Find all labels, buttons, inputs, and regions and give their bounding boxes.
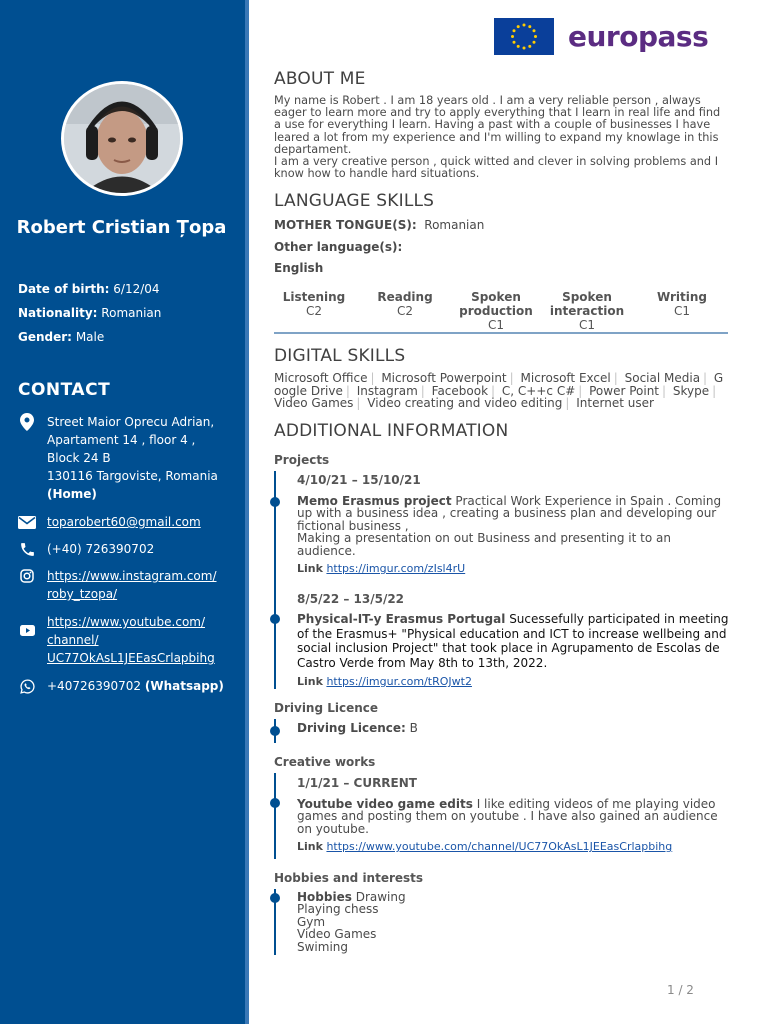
entry-date: 4/10/21 – 15/10/21 [297,473,421,487]
profile-photo [61,81,183,196]
entry-date: 8/5/22 – 13/5/22 [297,592,405,606]
envelope-icon [18,513,36,531]
timeline-line [274,773,276,859]
link-label: Link [297,562,323,576]
entry-title: Youtube video game edits [297,797,473,811]
birth-value: 6/12/04 [113,282,160,296]
lang-col-value: C2 [396,304,413,318]
address-line: Block 24 B [47,451,111,465]
language-name [274,261,323,275]
lang-col-header: Spoken interaction [549,290,625,318]
nationality-label: Nationality: [18,306,98,320]
lang-col-spoken-interaction [546,290,628,332]
skill-item: C, C++c C# [501,383,576,398]
youtube-link-line: UC77OkAsL1JEEasCrlapbihg [47,651,215,665]
timeline-dot [270,497,280,507]
skill-item: Internet user [576,396,654,410]
email [47,513,237,531]
youtube-link-line: https://www.youtube.com/ [47,615,206,629]
instagram-icon [18,567,36,585]
avatar-image [64,84,180,193]
hobbies-label: Hobbies and interests [274,871,424,885]
project-entry-1 [297,473,729,575]
whatsapp [47,677,237,695]
lang-col-listening [274,290,354,318]
digital-title: DIGITAL SKILLS [274,346,406,366]
skill-item: Microsoft Excel [520,371,611,385]
hobby-item: Gym [297,914,326,929]
mother-tongue-label: MOTHER TONGUE(S): [274,218,417,232]
skill-item: Instagram [356,383,418,398]
lang-col-header: Writing [656,290,708,304]
about-paragraph: I am a very creative person , quick witted and clever in solving problems and I know how to handle hard situations. [274,155,719,181]
skill-item: Microsoft Office [274,371,368,385]
hobby-item: Video Games [297,927,377,942]
address-line: Street Maior Oprecu Adrian, [47,415,215,429]
lang-col-header: Spoken production [459,290,533,318]
date-of-birth [18,281,160,297]
entry-body [297,495,729,557]
whatsapp-icon [18,677,36,695]
hobbies-entry [297,891,729,953]
lang-col-value: C1 [487,318,504,332]
hobby-item: Playing chess [297,902,379,917]
entry-text: I like editing videos of me playing video games and posting them on youtube . I have also gained an audience on youtube. [297,797,718,836]
lang-col-reading [365,290,445,318]
lang-col-value: C1 [673,304,690,318]
page-number: 1 / 2 [667,983,694,997]
creative-label: Creative works [274,755,376,769]
youtube-link[interactable] [47,615,215,665]
entry-title: Physical-IT-y Erasmus Portugal [297,612,506,626]
europass-logo [494,18,708,55]
sidebar [0,0,245,1024]
eu-flag-icon [494,18,554,55]
whatsapp-number: +40726390702 [47,679,142,693]
youtube-icon [18,621,36,639]
driving-label: Driving Licence [274,701,379,715]
lang-col-writing [642,290,722,318]
contact-title: CONTACT [18,380,111,400]
nationality [18,305,161,321]
timeline-dot [270,798,280,808]
language-title: LANGUAGE SKILLS [274,191,435,211]
other-languages [274,240,402,254]
skill-item: Microsoft Powerpoint [381,371,507,385]
lang-col-value: C1 [578,318,595,332]
phone-icon [18,540,36,558]
driving-key: Driving Licence: [297,721,406,735]
lang-col-header: Listening [282,290,346,304]
digital-skills-list: Microsoft Office | Microsoft Powerpoint | Microsoft Excel | Social Media | Google Drive | Instagram | Facebook | C, C++c C# | Power Point | Skype | Video Games | Video creating and video editing | Internet user [274,371,724,410]
entry-date: 1/1/21 – CURRENT [297,776,417,790]
about-paragraph: My name is Robert . I am 18 years old . I am a very reliable person , always eager to learn more and try to apply everything that I learn in real life and find a use for everything I learn. Having a past with a couple of businesses I have leared a lot from my experience and I'm willing to expand my knowlage in this departament. [274,94,721,156]
entry-link [297,840,729,853]
entry-text: Practical Work Experience in Spain . Coming up with a business idea , creating a business plan and developing our fictional business , [297,494,722,533]
phone: (+40) 726390702 [47,542,155,556]
entry-link [297,562,729,575]
mother-tongue-value: Romanian [424,218,485,232]
other-languages-label: Other language(s): [274,240,403,254]
additional-title: ADDITIONAL INFORMATION [274,421,509,441]
address [47,413,237,503]
projects-label: Projects [274,453,330,467]
address-line: 130116 Targoviste, Romania [47,469,218,483]
gender [18,329,104,345]
entry-title: Memo Erasmus project [297,494,452,508]
youtube-channel-link[interactable]: https://www.youtube.com/channel/UC77OkAsL1JEEasCrlapbihg [326,840,673,854]
driving-entry [297,721,729,735]
language-name-value: English [274,261,324,275]
instagram [47,567,237,603]
lang-col-header: Reading [377,290,433,304]
entry-body [297,612,729,670]
hobby-item: Swiming [297,939,349,954]
driving-value: B [409,721,418,735]
mother-tongue [274,218,484,232]
entry-text: Sucessefully participated in meeting of the Erasmus+ "Physical education and ICT to increase wellbeing and social inclusion Project" that took place in Agrupamento de Escolas de Castro Verde from May 8th to 13th, 2022. [297,612,729,670]
project-link[interactable]: https://imgur.com/tROJwt2 [326,675,472,688]
skill-item: Social Media [624,371,701,385]
entry-text: Making a presentation on out Business and presenting it to an audience. [297,531,671,558]
about-text [274,95,728,180]
address-type: (Home) [47,487,97,501]
sidebar-edge [245,0,249,1024]
lang-col-value: C2 [305,304,322,318]
skill-item: Google Drive [274,371,724,398]
skill-item: Video Games [274,396,354,410]
timeline-dot [270,614,280,624]
whatsapp-label: (Whatsapp) [144,679,224,693]
project-link[interactable]: https://imgur.com/zIsl4rU [326,562,466,576]
link-label: Link [297,675,323,688]
entry-body [297,798,729,835]
hobby-text: Drawing [355,890,406,904]
about-title: ABOUT ME [274,69,366,89]
timeline-dot [270,893,280,903]
nationality-value: Romanian [101,306,162,320]
instagram-link-line: https://www.instagram.com/ [47,569,217,583]
youtube [47,613,237,667]
timeline-dot [270,726,280,736]
link-label: Link [297,840,323,854]
logo-text: europass [568,20,709,53]
hobbies-key: Hobbies [297,890,352,904]
skill-item: Power Point [589,383,660,398]
skill-item: Facebook [431,383,489,398]
location-pin-icon [18,413,36,431]
birth-label: Date of birth: [18,282,110,296]
project-entry-2 [297,592,729,688]
creative-entry [297,776,729,853]
skill-item: Skype [672,383,710,398]
skill-item: Video creating and video editing [367,396,563,410]
lang-col-spoken-production [455,290,537,332]
entry-link [297,675,729,688]
instagram-link-line: roby_tzopa/ [47,587,118,601]
instagram-link[interactable] [47,569,217,601]
address-line: Apartament 14 , floor 4 , [47,433,196,447]
gender-value: Male [75,330,105,344]
language-table [274,290,728,334]
email-link[interactable]: toparobert60@gmail.com [47,515,201,529]
profile-name: Robert Cristian Țopa [16,217,227,238]
gender-label: Gender: [18,330,72,344]
youtube-link-line: channel/ [47,633,99,647]
